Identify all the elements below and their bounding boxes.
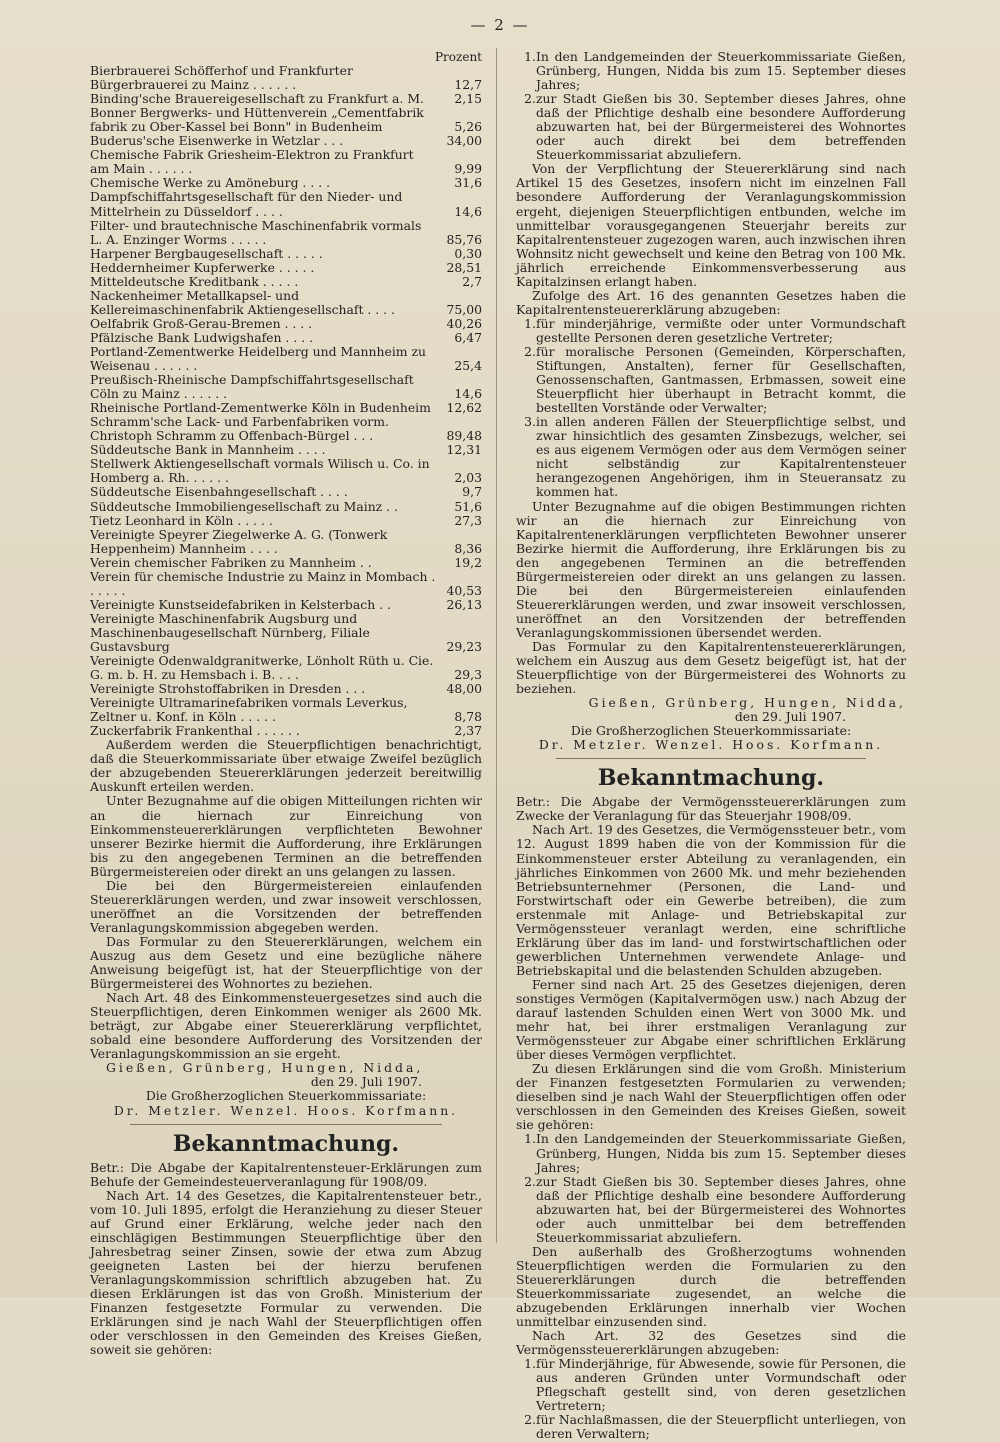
page-number: — 2 — [470,16,530,34]
company-name: Nackenheimer Metallkapsel- und Kellereimaschinenfabrik Aktiengesellschaft . . . . [90,287,395,317]
table-row [90,457,482,485]
table-row [90,176,482,190]
paragraph: Außerdem werden die Steuerpflichtigen benachrichtigt, daß die Steuerkommissariate über etwaige Zweifel bezüglich der abzugebenden Steuererklärungen jederzeit bereitwillig Auskunft erteilen werden. [90,737,482,795]
list-text: In den Landgemeinden der Steuerkommissariate Gießen, Grünberg, Hungen, Nidda bis zum 15. September dieses Jahres; [536,49,906,93]
signers: Dr. Metzler. Wenzel. Hoos. Korfmann. [113,1102,459,1118]
notice-heading: Bekanntmachung. [597,765,825,792]
paragraph: Ferner sind nach Art. 25 des Gesetzes diejenigen, deren sonstiges Vermögen (Kapitalvermögen usw.) nach Abzug der darauf lastenden Schulden einen Wert von 3000 Mk. und mehr hat, bei ihrer erstmaligen Veranlagung zur Vermögenssteuer zur Abgabe einer schriftlichen Erklärung über dieses Vermögen verpflichtet. [516,976,906,1063]
percent-value: 2,15 [454,91,482,107]
table-row [90,570,482,598]
paragraph: Unter Bezugnahme auf die obigen Mitteilungen richten wir an die hiernach zur Einreichung von Einkommensteuererklärungen verpflichteten Bewohner unserer Bezirke hiermit die Aufforderung, ihre Erklärungen bis zu den angegebenen Terminen an die betreffenden Bürgermeistereien oder direkt an uns gelangen zu lassen. [90,793,482,879]
numbered-list [516,1132,906,1244]
paragraph: Die bei den Bürgermeistereien einlaufenden Steuererklärungen werden, und zwar insoweit verschlossen, uneröffnet an die Vorsitzenden der betreffenden Veranlagungskommission abgegeben werden. [90,877,482,935]
table-row [90,261,482,275]
list-item [516,317,906,345]
list-number: 2. [524,1412,536,1428]
table-row [90,401,482,415]
table-row [90,275,482,289]
percent-value: 0,30 [454,245,482,261]
list-item [516,1132,906,1174]
company-name: Vereinigte Maschinenfabrik Augsburg und Maschinenbaugesellschaft Nürnberg, Filiale Gustavsburg [90,610,370,654]
table-row [90,106,482,134]
table-row [90,247,482,261]
table-row [90,190,482,218]
company-name: Dampfschiffahrtsgesellschaft für den Nieder- und Mittelrhein zu Düsseldorf . . . . [90,189,403,219]
notice-heading: Bekanntmachung. [172,1130,400,1157]
table-row [90,724,482,738]
percent-value: 85,76 [446,231,482,247]
table-row [90,92,482,106]
list-item [516,415,906,499]
company-name: Süddeutsche Eisenbahngesellschaft . . . . [90,484,348,500]
table-row [90,148,482,176]
percent-value: 2,37 [454,723,482,739]
separator-rule [556,758,866,759]
list-text: In den Landgemeinden der Steuerkommissariate Gießen, Grünberg, Hungen, Nidda bis zum 15. September dieses Jahres; [536,1131,906,1175]
company-name: Bierbrauerei Schöfferhof und Frankfurter Bürgerbrauerei zu Mainz . . . . . . [90,63,353,93]
list-number: 1. [524,1131,536,1147]
table-row [90,514,482,528]
company-name: Vereinigte Odenwaldgranitwerke, Lönholt Rüth u. Cie. G. m. b. H. zu Hemsbach i. B. . . . [90,653,434,683]
percent-value: 34,00 [446,133,482,149]
list-item [516,345,906,415]
places: Gießen, Grünberg, Hungen, Nidda, [106,1060,424,1076]
numbered-list [516,1357,906,1441]
table-row [90,682,482,696]
table-row [90,415,482,443]
percent-value: 40,53 [446,582,482,598]
list-number: 1. [524,1356,536,1372]
table-row [90,373,482,401]
list-item [516,50,906,92]
paragraph: Das Formular zu den Kapitalrentensteuererklärungen, welchem ein Auszug aus dem Gesetz beigefügt ist, hat der Steuerpflichtige von der Bürgermeisterei des Wohnorts zu beziehen. [516,638,906,697]
date: den 29. Juli 1907. [734,709,846,725]
date: den 29. Juli 1907. [310,1074,422,1090]
list-number: 2. [524,1173,536,1189]
table-row [90,289,482,317]
company-name: Rheinische Portland-Zementwerke Köln in Budenheim [90,400,431,416]
percent-value: 2,7 [462,273,482,289]
percent-value: 2,03 [454,470,482,486]
percent-value: 51,6 [454,498,482,514]
percent-value: 12,31 [446,442,482,458]
list-text: zur Stadt Gießen bis 30. September dieses Jahres, ohne daß der Pflichtige deshalb eine besondere Aufforderung abzuwarten hat, bei der Bürgermeisterei des Wohnortes oder auch direkt bei dem betreffenden Steuerkommissariat abzuliefern. [536,91,906,163]
right-column [516,50,966,1442]
percent-value: 25,4 [454,358,482,374]
places: Gießen, Grünberg, Hungen, Nidda, [588,695,906,711]
table-row [90,598,482,612]
percent-value: 89,48 [446,428,482,444]
company-name: Buderus'sche Eisenwerke in Wetzlar . . . [90,133,344,149]
percent-value: 28,51 [446,259,482,275]
company-name: Vereinigte Strohstoffabriken in Dresden . . . [90,681,366,697]
company-name: Verein für chemische Industrie zu Mainz in Mombach . . . . . . [90,568,436,598]
company-name: Portland-Zementwerke Heidelberg und Mannheim zu Weisenau . . . . . . [90,343,426,374]
table-row [90,528,482,556]
percent-value: 75,00 [446,301,482,317]
paragraph: Zu diesen Erklärungen sind die vom Großh. Ministerium der Finanzen festgesetzten Formularien zu verwenden; dieselben sind je nach Wahl der Steuerpflichtigen offen oder verschlossen in den Gemeinden des Kreises Gießen, soweit sie gehören: [516,1061,906,1133]
left-column [90,50,482,1357]
percent-value: 48,00 [446,681,482,697]
list-number: 2. [524,91,536,107]
table-row [90,500,482,514]
table-row [90,654,482,682]
table-row [90,485,482,499]
percent-value: 19,2 [454,554,482,570]
authority: Die Großherzoglichen Steuerkommissariate: [145,1088,427,1104]
list-item [516,1413,906,1441]
percent-value: 8,36 [454,540,482,556]
table-row [90,556,482,570]
list-text: zur Stadt Gießen bis 30. September dieses Jahres, ohne daß der Pflichtige deshalb eine besondere Aufforderung abzuwarten hat, bei der Bürgermeisterei des Wohnortes oder auch unmittelbar bei dem betreffenden Steuerkommissariat abzuliefern. [536,1173,906,1245]
table-row [90,612,482,654]
company-name: Chemische Fabrik Griesheim-Elektron zu Frankfurt am Main . . . . . . [90,147,414,177]
table-row [90,696,482,724]
column-divider [496,48,497,1243]
company-name: Schramm'sche Lack- und Farbenfabriken vorm. Christoph Schramm zu Offenbach-Bürgel . . . [90,414,389,444]
dividend-table [90,64,482,738]
subject-line: Betr.: Die Abgabe der Vermögenssteuererklärungen zum Zwecke der Veranlagung für das Steuerjahr 1908/09. [516,794,906,824]
percent-value: 31,6 [454,175,482,191]
list-item [516,92,906,162]
paragraph: Den außerhalb des Großherzogtums wohnenden Steuerpflichtigen werden die Formularien zu den Steuererklärungen durch die betreffenden Steuerkommissariate zugesendet, an welche die abzugebenden Erklärungen innerhalb vier Wochen unmittelbar einzusenden sind. [516,1243,906,1330]
paragraph: Nach Art. 19 des Gesetzes, die Vermögenssteuer betr., vom 12. August 1899 haben die von der Kommission für die Einkommensteuer erster Abteilung zu veranlagenden, ein jährliches Einkommen von 2600 Mk. und mehr beziehenden Betriebsunternehmer (Personen, die Land- und Forstwirtschaft oder ein Gewerbe betreiben), die zum erstenmale mit Anlage- und Betriebskapital zur Vermögenssteuer veranlagt werden, eine schriftliche Erklärung über das im land- und forstwirtschaftlichen oder gewerblichen Unternehmen verwendete Anlage- und Betriebskapital und die belastenden Schulden abzugeben. [516,822,906,978]
table-row [90,331,482,345]
company-name: Süddeutsche Bank in Mannheim . . . . [90,442,326,458]
separator-rule [130,1124,442,1125]
list-number: 1. [524,49,536,64]
list-text: in allen anderen Fällen der Steuerpflichtige selbst, und zwar hinsichtlich des gesamten Zinsbezugs, welcher, sei es aus eigenem Vermögen oder aus dem Vermögen seiner nicht selbständig zur Kapitalrentensteuer herangezogenen Angehörigen, ihm in Steueransatz zu kommen hat. [536,414,906,500]
authority: Die Großherzoglichen Steuerkommissariate: [570,723,852,739]
table-row [90,443,482,457]
paragraph: Unter Bezugnahme auf die obigen Bestimmungen richten wir an die hiernach zur Einreichung von Kapitalrentenerklärungen verpflichteten Bewohner unserer Bezirke hiermit die Aufforderung, ihre Erklärungen bis zu den angegebenen Terminen an die betreffenden Bürgermeistereien oder direkt an uns gelangen zu lassen. Die bei den Bürgermeistereien einlaufenden Steuererklärungen werden, und zwar insoweit verschlossen, uneröffnet an den Vorsitzenden der betreffenden Veranlagungskommissionen übersendet werden. [516,498,906,640]
table-row [90,345,482,373]
percent-value: 9,7 [462,484,482,500]
company-name: Preußisch-Rheinische Dampfschiffahrtsgesellschaft Cöln zu Mainz . . . . . . [90,372,414,402]
company-name: Bonner Bergwerks- und Hüttenverein „Cementfabrik fabrik zu Ober-Kassel bei Bonn" in Budenheim [90,105,424,135]
company-name: Zuckerfabrik Frankenthal . . . . . . [90,723,300,739]
company-name: Filter- und brautechnische Maschinenfabrik vormals L. A. Enzinger Worms . . . . . [90,217,422,247]
numbered-list [516,50,906,162]
company-name: Vereinigte Speyrer Ziegelwerke A. G. (Tonwerk Heppenheim) Mannheim . . . . [90,526,388,556]
company-name: Chemische Werke zu Amöneburg . . . . [90,175,331,191]
company-name: Mitteldeutsche Kreditbank . . . . . [90,273,299,289]
percent-value: 29,23 [446,638,482,654]
percent-value: 26,13 [446,596,482,612]
table-header-prozent: Prozent [434,50,482,64]
percent-value: 9,99 [454,161,482,177]
list-item [516,1357,906,1413]
table-row [90,134,482,148]
list-number: 1. [524,315,536,331]
company-name: Harpener Bergbaugesellschaft . . . . . [90,245,323,261]
list-text: für moralische Personen (Gemeinden, Körperschaften, Stiftungen, Anstalten), ferner für Gesellschaften, Genossenschaften, Gantmassen, Erbmassen, soweit eine Steuerpflicht hier überhaupt in Betracht kommt, die bestellten Vorstände oder Verwalter; [536,343,906,416]
company-name: Pfälzische Bank Ludwigshafen . . . . [90,329,314,345]
list-item [516,1175,906,1245]
percent-value: 40,26 [446,315,482,331]
company-name: Vereinigte Ultramarinefabriken vormals Leverkus, Zeltner u. Konf. in Köln . . . . . [90,695,408,725]
table-row [90,64,482,92]
list-number: 3. [524,414,536,430]
list-number: 2. [524,343,536,359]
paragraph: Nach Art. 32 des Gesetzes sind die Vermögenssteuererklärungen abzugeben: [516,1328,906,1358]
company-name: Tietz Leonhard in Köln . . . . . [90,512,273,528]
company-name: Süddeutsche Immobiliengesellschaft zu Mainz . . [90,498,398,514]
paragraph: Zufolge des Art. 16 des genannten Gesetzes haben die Kapitalrentensteuererklärung abzugeben: [516,287,906,317]
list-text: für Minderjährige, für Abwesende, sowie für Personen, die aus anderen Gründen unter Vormundschaft oder Pflegschaft gestellt sind, von deren gesetzlichen Vertretern; [536,1356,906,1414]
percent-value: 29,3 [454,667,482,683]
percent-value: 27,3 [454,512,482,528]
percent-value: 8,78 [454,709,482,725]
percent-value: 5,26 [454,119,482,135]
company-name: Heddernheimer Kupferwerke . . . . . [90,259,315,275]
subject-line: Betr.: Die Abgabe der Kapitalrentensteuer-Erklärungen zum Behufe der Gemeindesteuerveranlagung für 1908/09. [90,1159,482,1189]
paragraph: Das Formular zu den Steuererklärungen, welchem ein Auszug aus dem Gesetz und eine bezügliche nähere Anweisung beigefügt ist, hat der Steuerpflichtige von der Bürgermeisterei des Wohnortes zu beziehen. [90,933,482,992]
company-name: Stellwerk Aktiengesellschaft vormals Wilisch u. Co. in Homberg a. Rh. . . . . . [90,456,430,486]
table-row [90,219,482,247]
company-name: Verein chemischer Fabriken zu Mannheim . . [90,554,372,570]
paragraph: Von der Verpflichtung der Steuererklärung sind nach Artikel 15 des Gesetzes, insofern nicht im einzelnen Fall besondere Aufforderung der Veranlagungskommission ergeht, diejenigen Steuerpflichtigen entbunden, welche im unmittelbar vorausgegangenen Steuerjahr bereits zur Kapitalrentensteuer zugezogen waren, auch inzwischen ihren Wohnsitz nicht gewechselt und keine den Betrag von 100 Mk. jährlich erreichende Einkommensverbesserung aus Kapitalzinsen erlangt haben. [516,161,906,289]
company-name: Vereinigte Kunstseidefabriken in Kelsterbach . . [90,596,391,612]
list-text: für minderjährige, vermißte oder unter Vormundschaft gestellte Personen deren gesetzliche Vertreter; [536,315,906,345]
numbered-list [516,317,906,500]
company-name: Oelfabrik Groß-Gerau-Bremen . . . . [90,315,313,331]
table-row [90,317,482,331]
company-name: Binding'sche Brauereigesellschaft zu Frankfurt a. M. [90,91,424,107]
percent-value: 12,62 [446,400,482,416]
signers: Dr. Metzler. Wenzel. Hoos. Korfmann. [538,737,884,753]
percent-value: 12,7 [454,77,482,93]
percent-value: 14,6 [454,203,482,219]
percent-value: 14,6 [454,386,482,402]
list-text: für Nachlaßmassen, die der Steuerpflicht unterliegen, von deren Verwaltern; [536,1412,906,1442]
percent-value: 6,47 [454,329,482,345]
paragraph: Nach Art. 14 des Gesetzes, die Kapitalrentensteuer betr., vom 10. Juli 1895, erfolgt die Heranziehung zu dieser Steuer auf Grund einer Erklärung, welche jeder nach den einschlägigen Bestimmungen Steuerpflichtige über den Jahresbetrag seiner Zinsen, sowie der etwa zum Abzug geeigneten Lasten bei der hierzu berufenen Veranlagungskommission schriftlich abzugeben hat. Zu diesen Erklärungen ist das von Großh. Ministerium der Finanzen festgesetzte Formular zu verwenden. Die Erklärungen sind je nach Wahl der Steuerpflichtigen offen oder verschlossen in den Gemeinden des Kreises Gießen, soweit sie gehören: [90,1187,482,1358]
paragraph: Nach Art. 48 des Einkommensteuergesetzes sind auch die Steuerpflichtigen, deren Einkommen weniger als 2600 Mk. beträgt, zur Abgabe einer Steuererklärung verpflichtet, sobald eine besondere Aufforderung des Vorsitzenden der Veranlagungskommission an sie ergeht. [90,990,482,1062]
